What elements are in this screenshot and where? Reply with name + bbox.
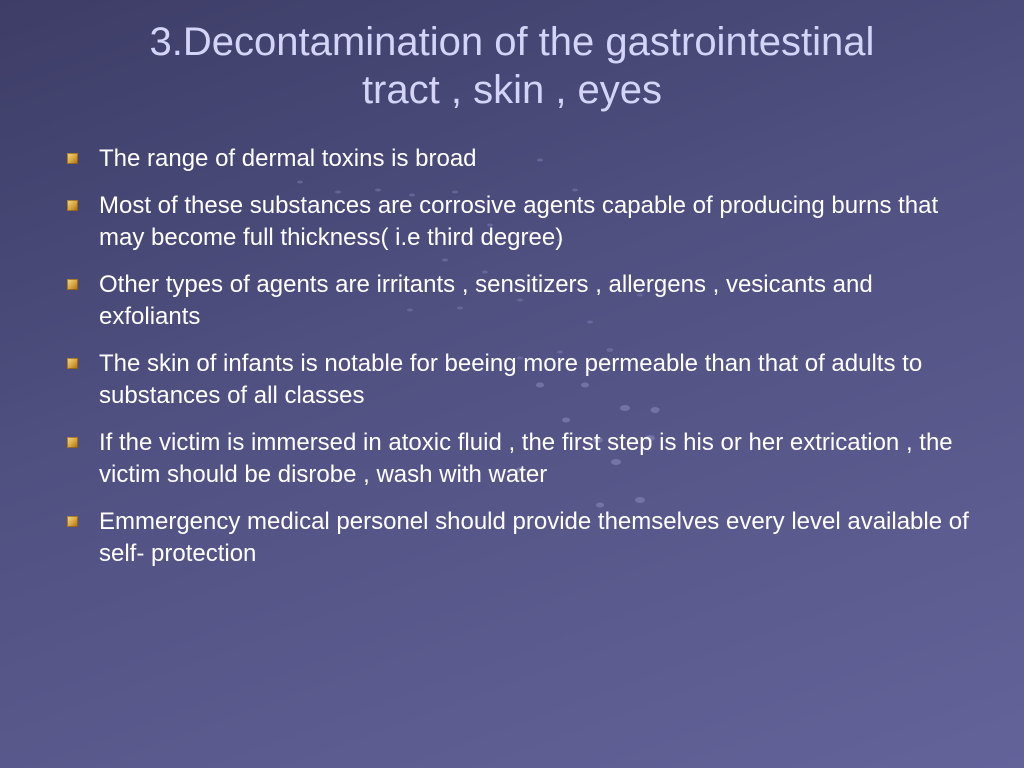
bullet-text: Emmergency medical personel should provide themselves every level available of self- protection <box>99 508 969 567</box>
square-bullet-icon <box>67 200 78 211</box>
slide-title-line-2: tract , skin , eyes <box>361 68 663 112</box>
bullet-item <box>64 348 974 412</box>
bullet-list <box>64 143 974 585</box>
slide-title <box>60 18 964 114</box>
bullet-item <box>64 143 974 175</box>
bullet-text: Most of these substances are corrosive agents capable of producing burns that may become full thickness( i.e third degree) <box>99 192 939 251</box>
bullet-text: The skin of infants is notable for beeing more permeable than that of adults to substances of all classes <box>99 350 923 409</box>
square-bullet-icon <box>67 279 78 290</box>
slide-title-line-1: 3.Decontamination of the gastrointestinal <box>149 20 875 64</box>
square-bullet-icon <box>67 516 78 527</box>
bullet-text: If the victim is immersed in atoxic fluid , the first step is his or her extrication , the victim should be disrobe , wash with water <box>99 429 953 488</box>
square-bullet-icon <box>67 358 78 369</box>
square-bullet-icon <box>67 437 78 448</box>
square-bullet-icon <box>67 153 78 164</box>
bullet-item <box>64 427 974 491</box>
bullet-text: Other types of agents are irritants , sensitizers , allergens , vesicants and exfoliants <box>99 271 873 330</box>
bullet-item <box>64 506 974 570</box>
bullet-text: The range of dermal toxins is broad <box>99 145 477 172</box>
bullet-item <box>64 190 974 254</box>
bullet-item <box>64 269 974 333</box>
